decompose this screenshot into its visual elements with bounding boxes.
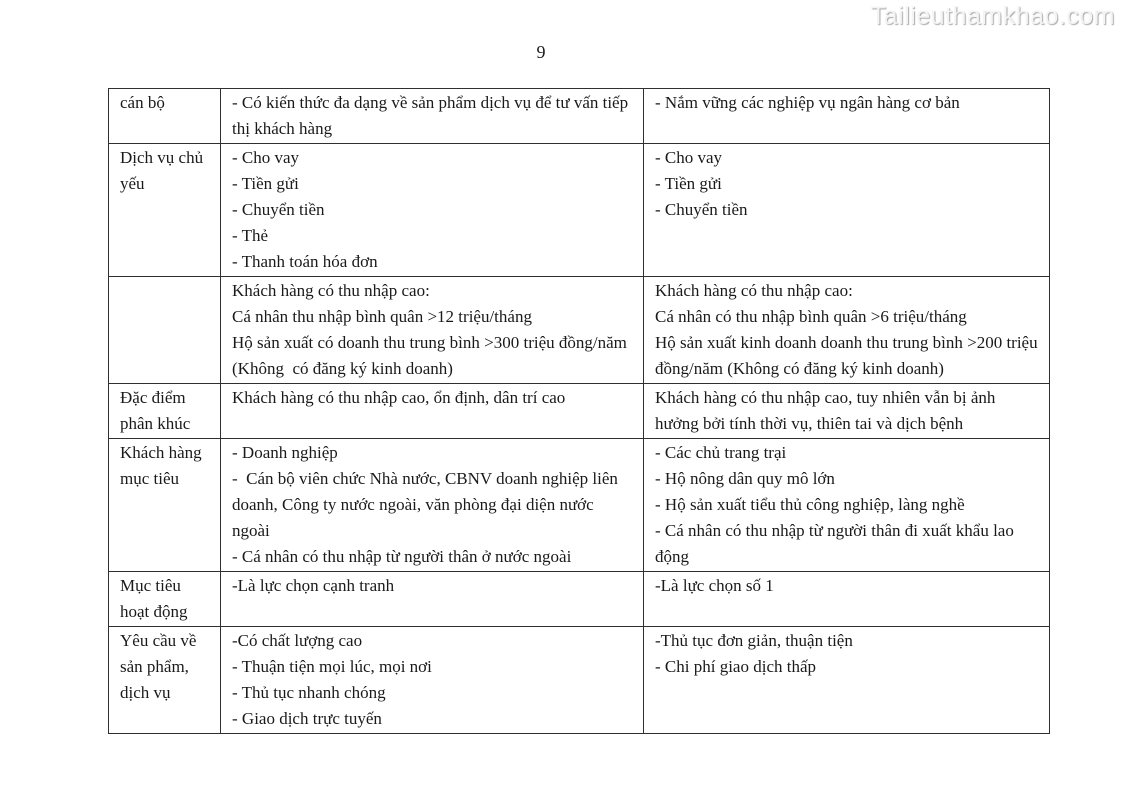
cell-line: Dịch vụ chủ yếu [120, 148, 204, 193]
cell-line: Khách hàng có thu nhập cao: [655, 281, 853, 300]
page-number: 9 [536, 42, 546, 62]
cell-line: Yêu cầu về sản phẩm, dịch vụ [120, 631, 197, 702]
table-row [109, 439, 1050, 572]
cell-line: Khách hàng có thu nhập cao, ổn định, dân trí cao [232, 388, 566, 407]
table-row [109, 627, 1050, 734]
cell-line: -Thủ tục đơn giản, thuận tiện [655, 631, 853, 650]
table-row [109, 277, 1050, 384]
row-content-cell [644, 277, 1050, 384]
cell-line: - Hộ sản xuất tiểu thủ công nghiệp, làng nghề [655, 495, 965, 514]
cell-line: Đặc điểm phân khúc [120, 388, 191, 433]
row-label-cell [109, 384, 221, 439]
row-content-cell [644, 89, 1050, 144]
row-content-cell [221, 277, 644, 384]
cell-line: -Là lực chọn cạnh tranh [232, 576, 395, 595]
cell-line: - Doanh nghiệp [232, 443, 338, 462]
cell-line: Khách hàng có thu nhập cao, tuy nhiên vẫn bị ảnh hưởng bởi tính thời vụ, thiên tai và dịch bệnh [655, 388, 996, 433]
cell-line: - Thanh toán hóa đơn [232, 252, 378, 271]
table-row [109, 572, 1050, 627]
cell-line: - Cá nhân có thu nhập từ người thân đi xuất khẩu lao động [655, 521, 1014, 566]
cell-line: - Tiền gửi [655, 174, 722, 193]
table-row [109, 89, 1050, 144]
row-label-cell [109, 277, 221, 384]
row-label-cell [109, 439, 221, 572]
cell-line: - Có kiến thức đa dạng về sản phẩm dịch vụ để tư vấn tiếp thị khách hàng [232, 93, 629, 138]
cell-line: -Là lực chọn số 1 [655, 576, 774, 595]
cell-line: - Cho vay [655, 148, 723, 167]
row-content-cell [644, 439, 1050, 572]
cell-line: Hộ sản xuất có doanh thu trung bình >300 triệu đồng/năm (Không có đăng ký kinh doanh) [232, 333, 627, 378]
cell-line: - Chuyển tiền [232, 200, 325, 219]
row-label-cell [109, 627, 221, 734]
cell-line: - Các chủ trang trại [655, 443, 787, 462]
cell-line: - Thủ tục nhanh chóng [232, 683, 386, 702]
row-content-cell [644, 144, 1050, 277]
cell-line: cán bộ [120, 93, 165, 112]
row-content-cell [221, 144, 644, 277]
row-content-cell [221, 439, 644, 572]
row-content-cell [221, 89, 644, 144]
cell-line: - Hộ nông dân quy mô lớn [655, 469, 835, 488]
cell-line: Cá nhân thu nhập bình quân >12 triệu/tháng [232, 307, 532, 326]
table-row [109, 144, 1050, 277]
cell-line: - Cá nhân có thu nhập từ người thân ở nước ngoài [232, 547, 572, 566]
row-label-cell [109, 89, 221, 144]
table-row [109, 384, 1050, 439]
cell-line: - Giao dịch trực tuyến [232, 709, 382, 728]
cell-line: - Thuận tiện mọi lúc, mọi nơi [232, 657, 432, 676]
watermark: Tailieuthamkhao.com [870, 2, 1115, 30]
cell-line: -Có chất lượng cao [232, 631, 363, 650]
row-content-cell [644, 627, 1050, 734]
cell-line: Cá nhân có thu nhập bình quân >6 triệu/tháng [655, 307, 967, 326]
comparison-table [108, 88, 1050, 734]
comparison-table-body [109, 89, 1050, 734]
cell-line: - Thẻ [232, 226, 269, 245]
cell-line: Mục tiêu hoạt động [120, 576, 188, 621]
cell-line: - Tiền gửi [232, 174, 299, 193]
cell-line: - Nắm vững các nghiệp vụ ngân hàng cơ bản [655, 93, 960, 112]
cell-line: - Chuyển tiền [655, 200, 748, 219]
row-content-cell [221, 384, 644, 439]
cell-line: Hộ sản xuất kinh doanh doanh thu trung bình >200 triệu đồng/năm (Không có đăng ký kinh doanh) [655, 333, 1038, 378]
row-label-cell [109, 572, 221, 627]
cell-line: Khách hàng mục tiêu [120, 443, 202, 488]
row-content-cell [644, 384, 1050, 439]
row-label-cell [109, 144, 221, 277]
row-content-cell [644, 572, 1050, 627]
cell-line: - Chi phí giao dịch thấp [655, 657, 817, 676]
cell-line: - Cho vay [232, 148, 300, 167]
cell-line: - Cán bộ viên chức Nhà nước, CBNV doanh nghiệp liên doanh, Công ty nước ngoài, văn phòng đại diện nước ngoài [232, 469, 618, 540]
row-content-cell [221, 572, 644, 627]
row-content-cell [221, 627, 644, 734]
cell-line: Khách hàng có thu nhập cao: [232, 281, 430, 300]
